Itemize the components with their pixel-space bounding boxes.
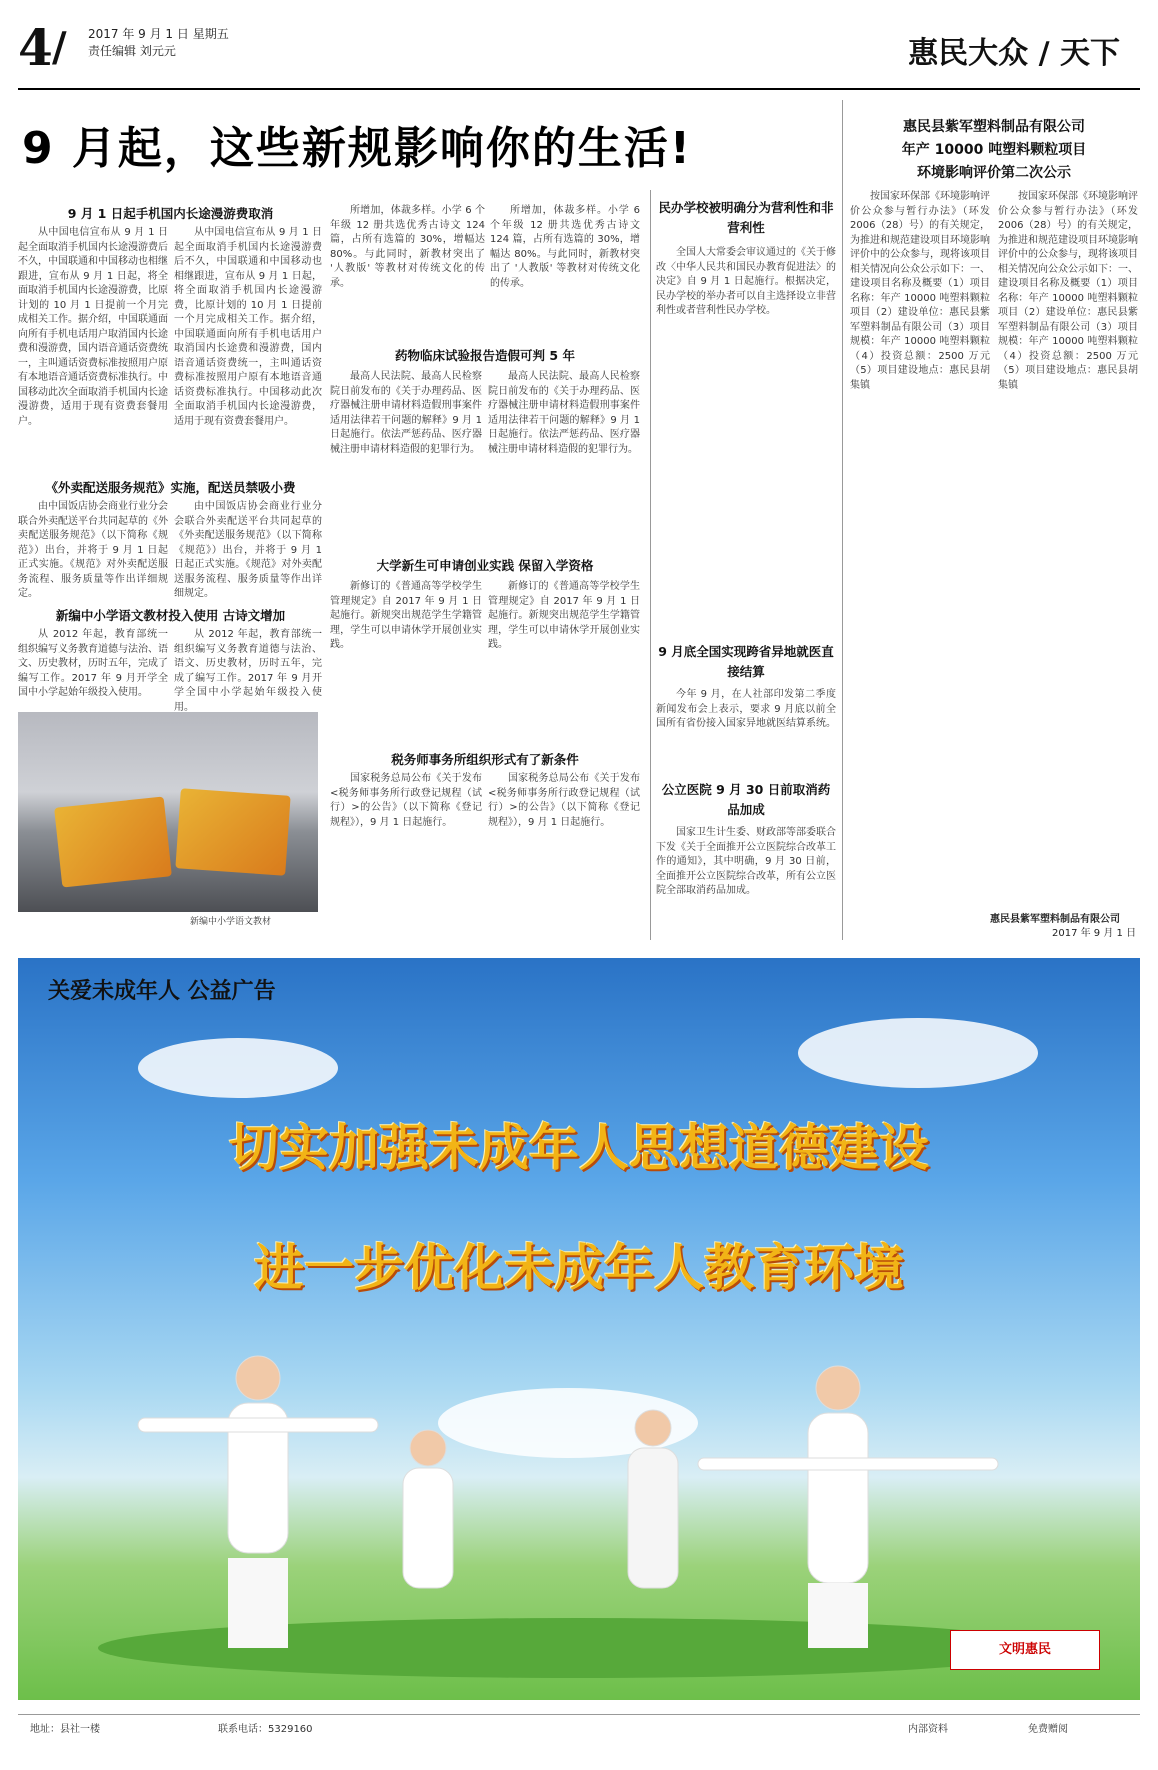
article-body: 新修订的《普通高等学校学生管理规定》自 2017 年 9 月 1 日起施行。新规突出规范学生学籍管理，学生可以申请休学开展创业实践。: [488, 581, 640, 650]
family-illustration: [78, 1348, 1078, 1678]
notice-body: 按国家环保部《环境影响评价公众参与暂行办法》（环发 2006（28）号）的有关规定，为推进和规范建设项目环境影响评价中的公众参与，现将该项目相关情况向公众公示如下：一、建设项目名称及概要（1）项目名称：年产 10000 吨塑料颗粒项目（2）建设单位：惠民县紫军塑料制品有限公司（3）项目规模：年产 10000 吨塑料颗粒（4）投资总额：2500 万元（5）项目建设地点：惠民县胡集镇: [998, 191, 1138, 391]
footer-phone: 联系电话：5329160: [218, 1724, 313, 1735]
article-body: 所增加，体裁多样。小学 6 个年级 12 册共选优秀古诗文 124 篇，占所有选篇的 30%，增幅达 80%。与此同时，新教材突出了 '人教版' 等教材对传统文化的传承。: [330, 205, 485, 289]
cloud-decoration: [138, 1038, 338, 1098]
article-title: 9 月 1 日起手机国内长途漫游费取消: [67, 206, 274, 221]
notice-body: 按国家环保部《环境影响评价公众参与暂行办法》（环发 2006（28）号）的有关规定，为推进和规范建设项目环境影响评价中的公众参与，现将该项目相关情况向公众公示如下：一、建设项目名称及概要（1）项目名称：年产 10000 吨塑料颗粒项目（2）建设单位：惠民县紫军塑料制品有限公司（3）项目规模：年产 10000 吨塑料颗粒（4）投资总额：2500 万元（5）项目建设地点：惠民县胡集镇: [850, 191, 990, 391]
article-body: 新修订的《普通高等学校学生管理规定》自 2017 年 9 月 1 日起施行。新规突出规范学生学籍管理，学生可以申请休学开展创业实践。: [330, 581, 482, 650]
article-title: 公立医院 9 月 30 日前取消药品加成: [661, 782, 831, 817]
page-footer: [18, 1714, 1140, 1736]
article-title: 新编中小学语文教材投入使用 古诗文增加: [55, 608, 286, 623]
article-body: 全国人大常委会审议通过的《关于修改〈中华人民共和国民办教育促进法〉的决定》自 9 月 1 日起施行。根据决定，民办学校的举办者可以自主选择设立非营利性或者营利性民办学校。: [656, 247, 836, 316]
footer-address: 地址：县社一楼: [30, 1724, 100, 1735]
article-title: 《外卖配送服务规范》实施，配送员禁吸小费: [45, 480, 296, 495]
textbook-image: [175, 788, 290, 875]
photo-caption: 新编中小学语文教材: [190, 917, 272, 927]
article-body: 所增加，体裁多样。小学 6 个年级 12 册共选优秀古诗文 124 篇，占所有选篇的 30%，增幅达 80%。与此同时，新教材突出了 '人教版' 等教材对传统文化的传承。: [490, 205, 640, 289]
column-divider: [650, 190, 651, 940]
textbook-photo: [18, 712, 318, 912]
article-body: 从中国电信宣布从 9 月 1 日起全面取消手机国内长途漫游费后不久，中国联通和中国移动也相继跟进，宣布从 9 月 1 日起，将全面取消手机国内长途漫游费，比原计划的 10 月 1 日提前一个月完成相关工作。据介绍，中国联通面向所有手机电话用户取消国内长途费和漫游费，国内语音通话资费统一，主叫通话资费标准按照用户原有本地语音通话资费标准执行。中国移动此次全面取消手机国内长途漫游费，适用于现有资费套餐用户。: [18, 227, 168, 427]
footer-internal: 内部资料: [908, 1724, 948, 1735]
notice-signature: 惠民县紫军塑料制品有限公司: [990, 914, 1120, 925]
page-meta: [88, 26, 229, 60]
page-header: [18, 20, 1140, 80]
editor: 责任编辑 刘元元: [88, 44, 176, 58]
article-title: 9 月底全国实现跨省异地就医直接结算: [658, 644, 834, 679]
ad-slogan-2: 进一步优化未成年人教育环境: [254, 1239, 904, 1297]
article-body: 国家税务总局公布《关于发布<税务师事务所行政登记规程（试行）>的公告》（以下简称《登记规程》），9 月 1 日起施行。: [488, 773, 640, 828]
notice-date: 2017 年 9 月 1 日: [1052, 928, 1137, 939]
notice-title: 惠民县紫军塑料制品有限公司 年产 10000 吨塑料颗粒项目 环境影响评价第二次公示: [901, 119, 1087, 181]
ad-logo: 文明惠民: [950, 1630, 1100, 1670]
page-number: 4: [18, 18, 53, 77]
brand-title: 惠民大众 / 天下: [908, 36, 1120, 71]
ad-slogan-1: 切实加强未成年人思想道德建设: [229, 1119, 929, 1177]
page-slash: /: [52, 24, 67, 71]
column-divider: [842, 100, 843, 940]
public-service-ad: [18, 958, 1140, 1700]
issue-date: 2017 年 9 月 1 日 星期五: [88, 27, 229, 41]
article-body: 从中国电信宣布从 9 月 1 日起全面取消手机国内长途漫游费后不久，中国联通和中国移动也相继跟进，宣布从 9 月 1 日起，将全面取消手机国内长途漫游费，比原计划的 10 月 1 日提前一个月完成相关工作。据介绍，中国联通面向所有手机电话用户取消国内长途费和漫游费，国内语音通话资费统一，主叫通话资费标准按照用户原有本地语音通话资费标准执行。中国移动此次全面取消手机国内长途漫游费，适用于现有资费套餐用户。: [174, 227, 322, 427]
article-body: 从 2012 年起，教育部统一组织编写义务教育道德与法治、语文、历史教材，历时五年，完成了编写工作。2017 年 9 月开学全国中小学起始年级投入使用。: [18, 629, 168, 698]
article-body: 最高人民法院、最高人民检察院日前发布的《关于办理药品、医疗器械注册申请材料造假刑事案件适用法律若干问题的解释》9 月 1 日起施行。依法严惩药品、医疗器械注册申请材料造假的犯罪行为。: [488, 371, 640, 455]
article-body: 最高人民法院、最高人民检察院日前发布的《关于办理药品、医疗器械注册申请材料造假刑事案件适用法律若干问题的解释》9 月 1 日起施行。依法严惩药品、医疗器械注册申请材料造假的犯罪行为。: [330, 371, 482, 455]
article-title: 大学新生可申请创业实践 保留入学资格: [376, 558, 594, 573]
article-title: 民办学校被明确分为营利性和非营利性: [658, 200, 834, 235]
ad-tag: 关爱未成年人 公益广告: [48, 979, 276, 1004]
article-title: 税务师事务所组织形式有了新条件: [391, 752, 579, 767]
main-headline: 9 月起，这些新规影响你的生活!: [22, 123, 692, 174]
article-body: 从 2012 年起，教育部统一组织编写义务教育道德与法治、语文、历史教材，历时五年，完成了编写工作。2017 年 9 月开学全国中小学起始年级投入使用。: [174, 629, 322, 713]
article-body: 国家税务总局公布《关于发布<税务师事务所行政登记规程（试行）>的公告》（以下简称《登记规程》），9 月 1 日起施行。: [330, 773, 482, 828]
article-body: 国家卫生计生委、财政部等部委联合下发《关于全面推开公立医院综合改革工作的通知》，其中明确，9 月 30 日前，全面推开公立医院综合改革，所有公立医院全部取消药品加成。: [656, 827, 836, 896]
article-body: 由中国饭店协会商业行业分会联合外卖配送平台共同起草的《外卖配送服务规范》（以下简称《规范》）出台，并将于 9 月 1 日起正式实施。《规范》对外卖配送服务流程、服务质量等作出详细规定。: [174, 501, 322, 599]
header-rule: [18, 88, 1140, 90]
cloud-decoration: [798, 1018, 1038, 1088]
article-title: 药物临床试验报告造假可判 5 年: [395, 348, 575, 363]
article-body: 今年 9 月，在人社部印发第二季度新闻发布会上表示，要求 9 月底以前全国所有省份接入国家异地就医结算系统。: [656, 689, 836, 729]
footer-free: 免费赠阅: [1028, 1724, 1068, 1735]
article-body: 由中国饭店协会商业行业分会联合外卖配送平台共同起草的《外卖配送服务规范》（以下简称《规范》）出台，并将于 9 月 1 日起正式实施。《规范》对外卖配送服务流程、服务质量等作出详细规定。: [18, 501, 168, 599]
textbook-image: [54, 796, 172, 887]
